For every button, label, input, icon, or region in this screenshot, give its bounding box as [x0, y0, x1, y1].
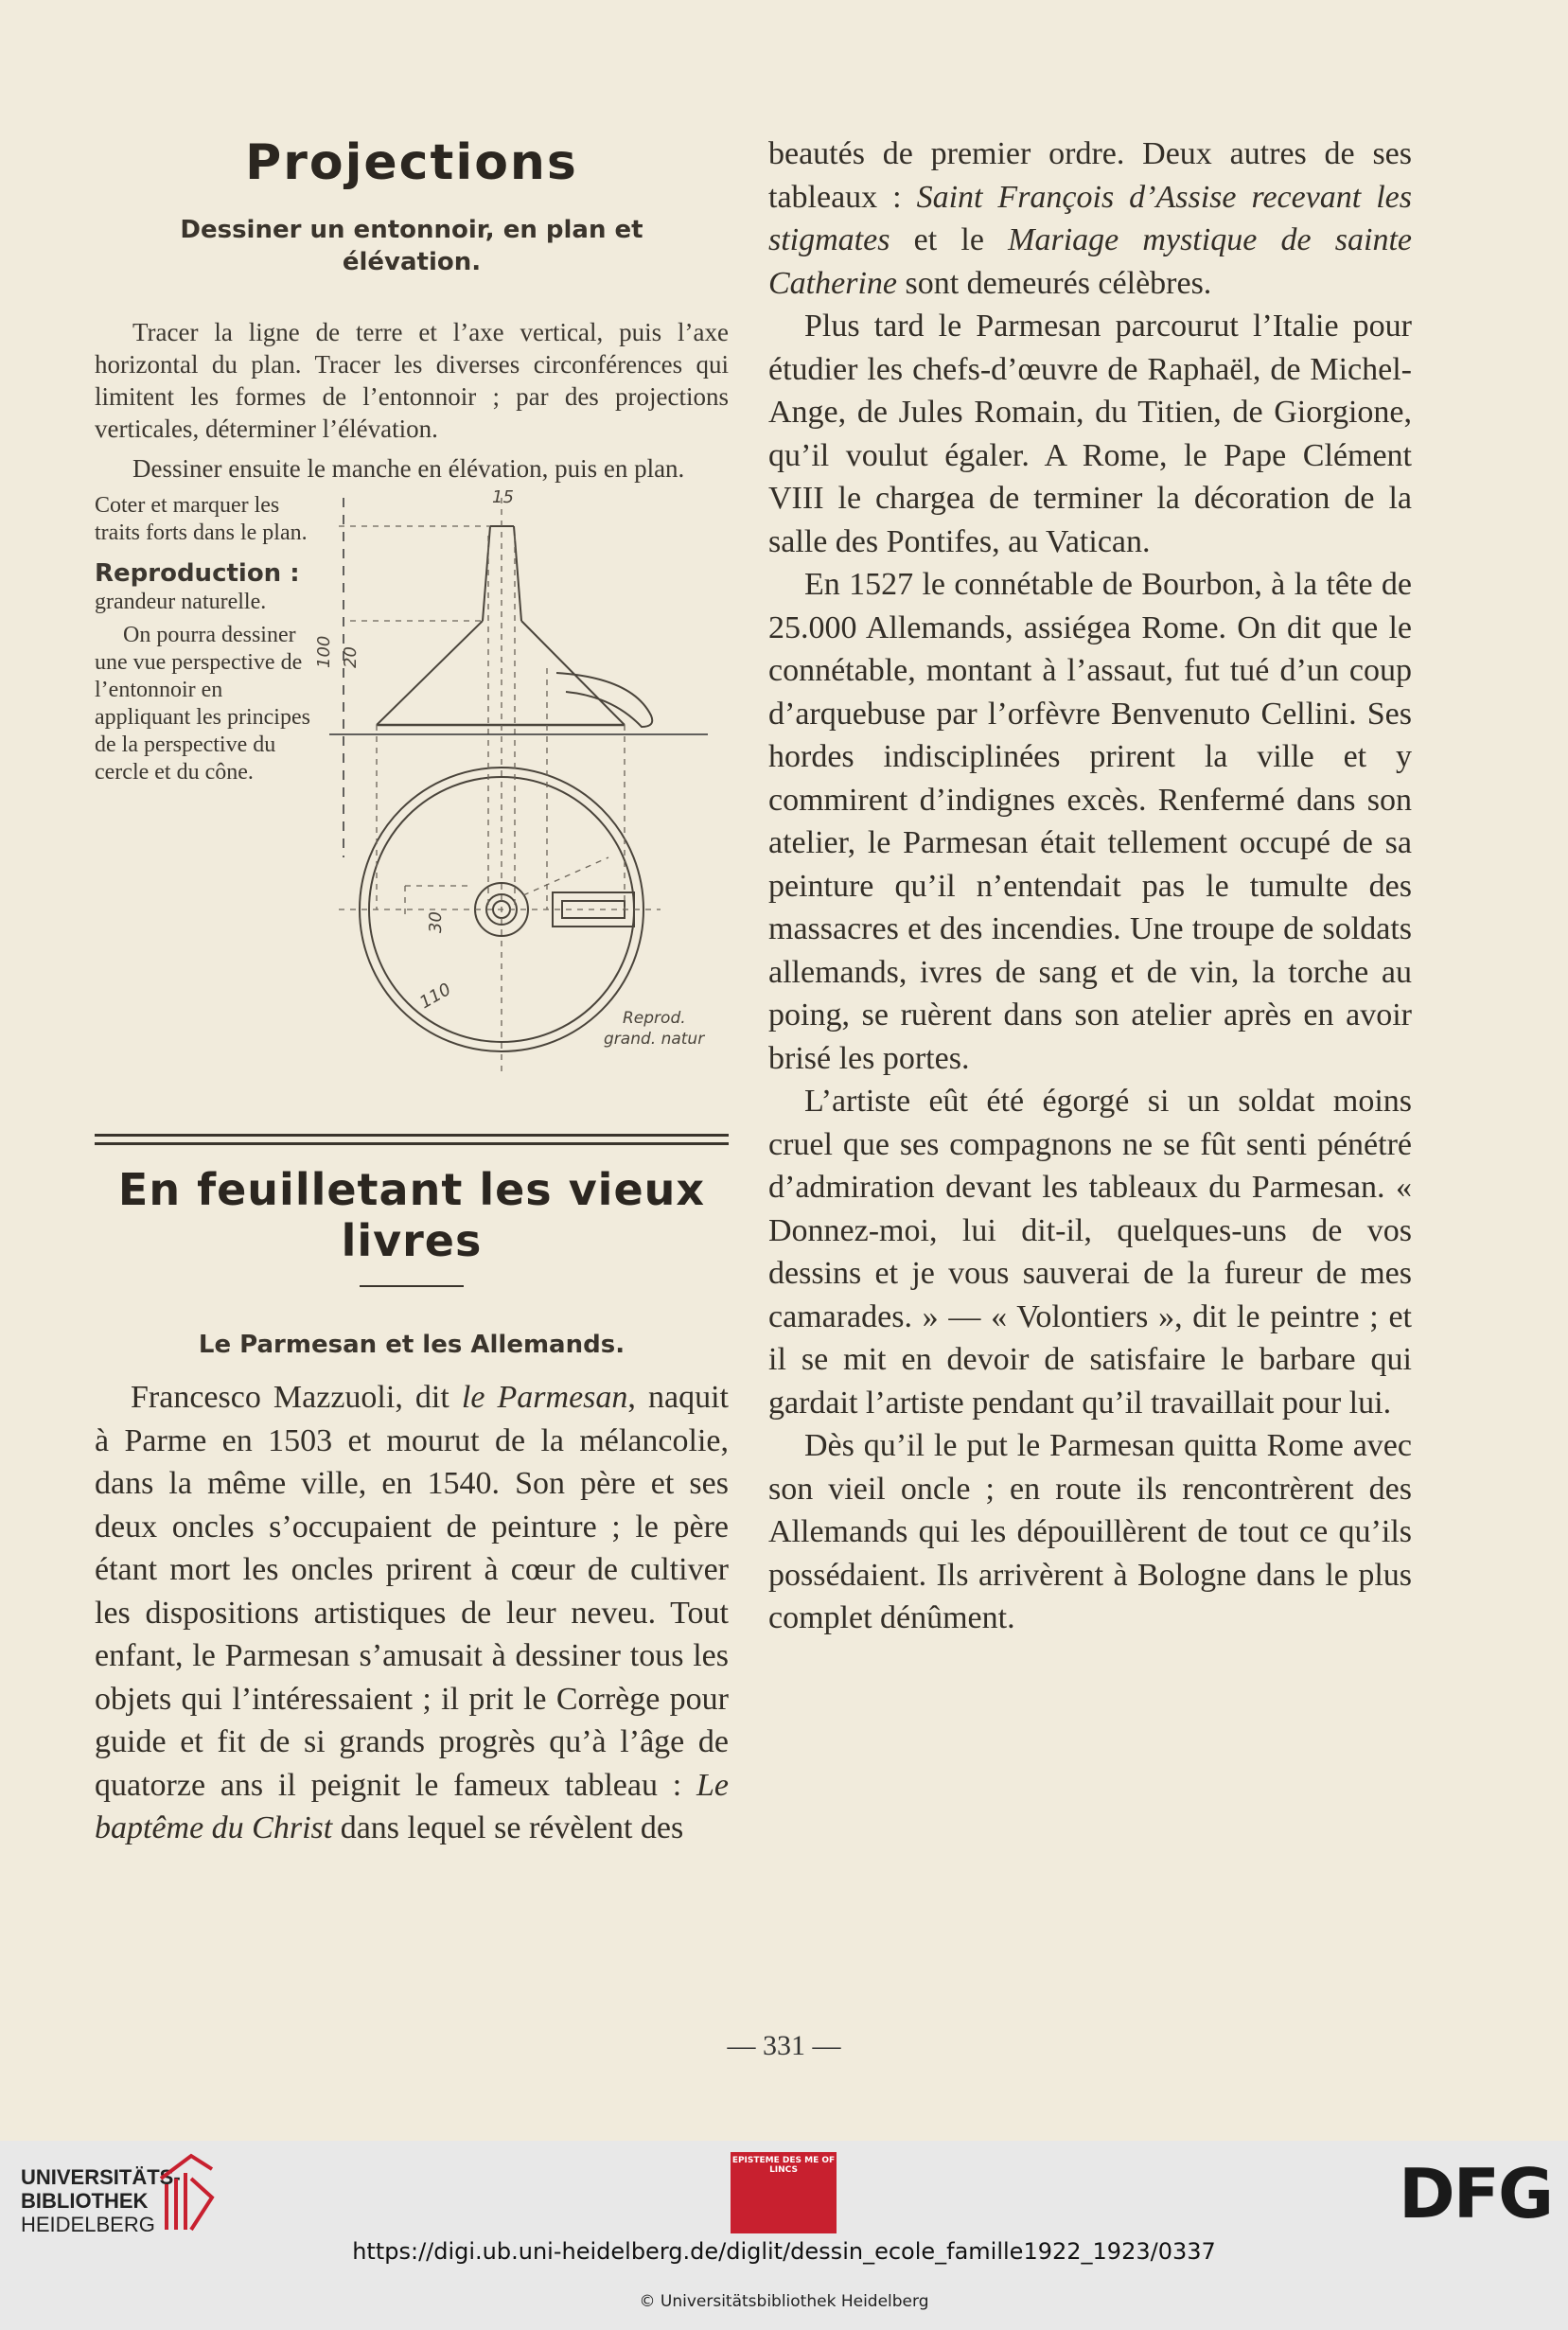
center-logo[interactable]: EPISTEME DES ME OF LINCS [731, 2152, 837, 2233]
funnel-drawing [314, 479, 727, 1085]
right-paragraph-3: L’artiste eût été égorgé si un soldat moins cruel que ses compagnons ne se fût senti pénétré d’admiration devant les tableaux du Parmesan. « Donnez-moi, lui dit-il, quelques-uns de vos dessins et je vous sauverai de la fureur de mes camarades. » — « Volontiers », dit le peintre ; et il se mit en devoir de satisfaire le barbare qui gardait l’artiste pendant qu’il travaillait pour lui. [768, 1084, 1412, 1421]
note-reproduction-text: grandeur naturelle. [95, 590, 267, 614]
feuilletant-subtitle: Le Parmesan et les Allemands. [198, 1331, 625, 1359]
right-paragraph-1: Plus tard le Parmesan parcourut l’Italie pour étudier les chefs-d’œuvre de Raphaël, de Michel-Ange, de Jules Romain, du Titien, de Giorgione, qu’il voulut égaler. A Rome, le Pape Clément VIII le chargea de terminer la décoration de la salle des Pontifes, au Vatican. [768, 309, 1412, 559]
projections-subtitle: Dessiner un entonnoir, en plan et élévation. [180, 216, 643, 276]
library-logo[interactable]: UNIVERSITÄTS- BIBLIOTHEK HEIDELBERG [21, 2165, 181, 2236]
note-reproduction-label: Reproduction : [95, 559, 300, 588]
double-rule [95, 1134, 729, 1145]
left-column [95, 114, 729, 1850]
dim-small: 20 [341, 646, 361, 668]
feuilletant-title: En feuilletant les vieux livres [117, 1164, 706, 1266]
dim-plan-2: 110 [416, 979, 455, 1014]
source-url[interactable]: https://digi.ub.uni-heidelberg.de/diglit/dessin_ecole_famille1922_1923/0337 [352, 2238, 1216, 2265]
right-paragraph-2: En 1527 le connétable de Bourbon, à la tête de 25.000 Allemands, assiégea Rome. On dit que le connétable, montant à l’assaut, fut tué d’un coup d’arquebuse par l’orfèvre Benvenuto Cellini. Ses hordes indisciplinées prirent la ville et y commirent d’indignes excès. Renfermé dans son atelier, le Parmesan était tellement occupé de sa peinture qu’il n’entendait pas le tumulte des massacres et des incendies. Une troupe de soldats allemands, ivres de sang et de vin, la torche au poing, se ruèrent dans son atelier après en avoir brisé les portes. [768, 567, 1412, 1076]
dim-plan-1: 30 [426, 911, 446, 933]
sketch-note-1: Reprod. [623, 1009, 686, 1028]
projections-title: Projections [245, 134, 578, 191]
sketch-note-2: grand. natur [604, 1030, 705, 1049]
feuilletant-paragraph-1: Francesco Mazzuoli, dit le Parmesan, naquit à Parme en 1503 et mourut de la mélancolie, dans la même ville, en 1540. Son père et ses deux oncles s’occupaient de peinture ; le père étant mort les oncles prirent à cœur de cultiver les dispositions artistiques de leur neveu. Tout enfant, le Parmesan s’amusait à dessiner tous les objets qui l’intéressaient ; il prit le Corrège pour guide et fit de si grands progrès qu’à l’âge de quatorze ans il peignit le fameux tableau : Le baptême du Christ dans lequel se révèlent des [95, 1380, 729, 1845]
right-paragraph-4: Dès qu’il le put le Parmesan quitta Rome avec son vieil oncle ; en route ils rencontrèrent des Allemands qui les dépouillèrent de tout ce qu’ils possédaient. Ils arrivèrent à Bologne dans le plus complet dénûment. [768, 1428, 1412, 1635]
right-column [768, 132, 1412, 1640]
projections-paragraph-1: Tracer la ligne de terre et l’axe vertical, puis l’axe horizontal du plan. Tracer les diverses circonférences qui limitent les formes de l’entonnoir ; par des projections verticales, déterminer l’élévation. [95, 318, 729, 443]
library-mark-icon [153, 2150, 220, 2235]
right-paragraph-0: beautés de premier ordre. Deux autres de ses tableaux : Saint François d’Assise recevant les stigmates et le Mariage mystique de sainte Catherine sont demeurés célèbres. [768, 136, 1412, 301]
copyright: © Universitätsbibliothek Heidelberg [639, 2292, 929, 2311]
short-divider [360, 1285, 464, 1287]
side-notes [95, 492, 322, 792]
dfg-logo[interactable]: DFG [1399, 2154, 1553, 2233]
dim-top: 15 [492, 487, 514, 507]
diagram-row [95, 487, 729, 1098]
dim-height: 100 [314, 635, 334, 668]
projections-paragraph-2: Dessiner ensuite le manche en élévation, puis en plan. [132, 454, 685, 483]
page-number: — 331 — [727, 2030, 841, 2061]
note-coter: Coter et marquer les traits forts dans le plan. [95, 493, 308, 545]
note-perspective: On pourra dessiner une vue perspective de l’entonnoir en appliquant les principes de la perspective du cercle et du cône. [95, 623, 310, 785]
